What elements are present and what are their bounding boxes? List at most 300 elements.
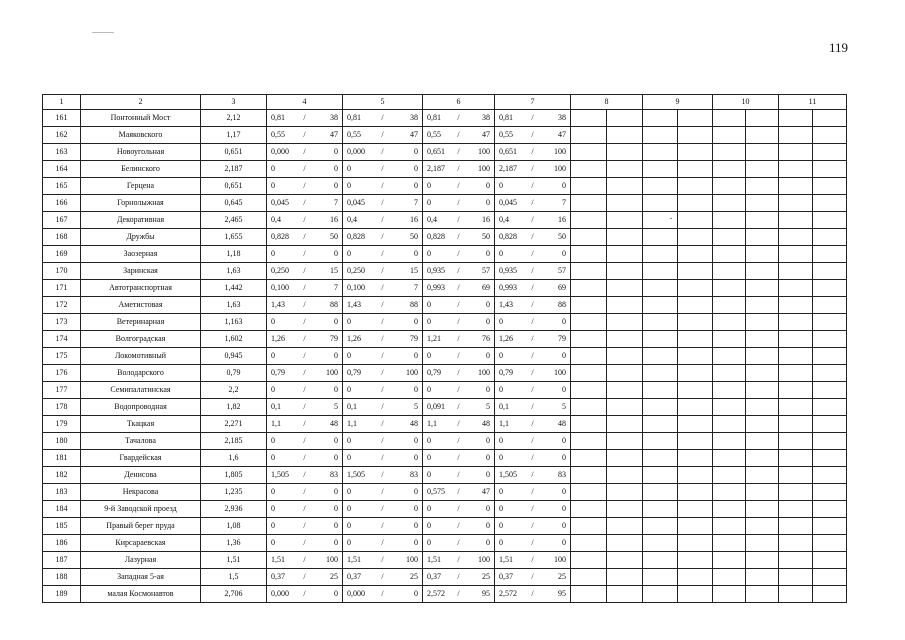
empty-subcell <box>606 280 642 296</box>
value-right: 83 <box>329 470 338 479</box>
empty-subcell <box>713 501 745 517</box>
value-pair-cell <box>423 365 495 382</box>
slash-separator: / <box>381 317 384 326</box>
empty-subcell <box>745 331 778 347</box>
value-left: 0,37 <box>499 572 513 581</box>
empty-subcell <box>745 535 778 551</box>
value-left: 0,045 <box>271 198 289 207</box>
value-right: 83 <box>557 470 566 479</box>
value-left: 0,250 <box>271 266 289 275</box>
empty-cell-col-8 <box>571 297 643 314</box>
empty-subcell <box>677 263 712 279</box>
empty-cell-col-10 <box>713 297 779 314</box>
empty-subcell <box>571 518 606 534</box>
value-left: 0,4 <box>271 215 281 224</box>
value-right: 25 <box>409 572 418 581</box>
empty-subcell <box>745 280 778 296</box>
value-left: 0 <box>347 487 351 496</box>
empty-subcell <box>643 518 677 534</box>
empty-subcell <box>643 297 677 313</box>
empty-split <box>713 569 778 585</box>
empty-subcell <box>745 586 778 602</box>
empty-cell-col-11 <box>779 467 847 484</box>
value-right: 0 <box>333 249 338 258</box>
empty-subcell <box>779 450 812 466</box>
empty-cell-col-8 <box>571 212 643 229</box>
value-pair <box>267 518 342 534</box>
value-pair <box>423 297 494 313</box>
value-right: 0 <box>485 317 490 326</box>
value-right: 100 <box>405 555 418 564</box>
empty-split <box>713 382 778 398</box>
empty-split <box>713 229 778 245</box>
value-pair <box>343 450 422 466</box>
slash-separator: / <box>303 283 306 292</box>
slash-separator: / <box>303 589 306 598</box>
value-left: 1,26 <box>347 334 361 343</box>
length-cell: 1,17 <box>201 127 267 144</box>
value-pair-cell <box>423 552 495 569</box>
empty-cell-col-10 <box>713 195 779 212</box>
empty-subcell <box>745 518 778 534</box>
value-left: 1,26 <box>499 334 513 343</box>
value-pair-cell <box>343 263 423 280</box>
value-pair-cell <box>495 399 571 416</box>
empty-split <box>571 518 642 534</box>
value-right: 100 <box>477 555 490 564</box>
empty-split <box>713 110 778 126</box>
empty-split <box>713 399 778 415</box>
value-pair-cell <box>343 552 423 569</box>
value-pair-cell <box>423 399 495 416</box>
slash-separator: / <box>457 198 460 207</box>
value-left: 0 <box>427 351 431 360</box>
value-pair-cell <box>423 195 495 212</box>
value-pair-cell <box>495 331 571 348</box>
empty-cell-col-10 <box>713 365 779 382</box>
length-cell: 0,645 <box>201 195 267 212</box>
value-pair-cell <box>343 144 423 161</box>
value-pair <box>343 586 422 602</box>
value-pair-cell <box>495 280 571 297</box>
value-left: 0 <box>499 181 503 190</box>
empty-split <box>779 518 846 534</box>
value-left: 0 <box>499 504 503 513</box>
empty-subcell <box>606 178 642 194</box>
empty-split <box>713 552 778 568</box>
slash-separator: / <box>303 419 306 428</box>
value-right: 5 <box>561 402 566 411</box>
empty-split <box>713 484 778 500</box>
empty-cell-col-9 <box>643 365 713 382</box>
header-cell: 2 <box>81 95 201 110</box>
length-cell: 2,936 <box>201 501 267 518</box>
empty-split <box>779 127 846 143</box>
empty-split <box>643 195 712 211</box>
value-pair-cell <box>423 110 495 127</box>
empty-subcell <box>779 314 812 330</box>
value-pair <box>423 416 494 432</box>
empty-split <box>571 161 642 177</box>
empty-subcell <box>745 297 778 313</box>
value-pair-cell <box>267 314 343 331</box>
value-left: 1,51 <box>499 555 513 564</box>
value-pair-cell <box>423 501 495 518</box>
empty-subcell <box>713 569 745 585</box>
empty-subcell <box>812 348 846 364</box>
slash-separator: / <box>381 453 384 462</box>
value-pair-cell <box>423 484 495 501</box>
empty-cell-col-10 <box>713 569 779 586</box>
empty-subcell <box>745 348 778 364</box>
empty-split <box>571 348 642 364</box>
table-row <box>43 127 847 144</box>
value-pair-cell <box>423 433 495 450</box>
empty-split <box>779 399 846 415</box>
table-row <box>43 586 847 603</box>
empty-subcell <box>677 535 712 551</box>
empty-cell-col-9 <box>643 467 713 484</box>
empty-subcell <box>779 229 812 245</box>
value-pair <box>495 263 570 279</box>
empty-split <box>713 586 778 602</box>
value-left: 2,572 <box>427 589 445 598</box>
value-pair <box>423 467 494 483</box>
value-pair <box>267 586 342 602</box>
empty-split <box>779 416 846 432</box>
empty-cell-col-9 <box>643 297 713 314</box>
value-pair-cell <box>267 297 343 314</box>
slash-separator: / <box>531 453 534 462</box>
value-left: 1,1 <box>427 419 437 428</box>
value-left: 0 <box>347 521 351 530</box>
value-pair <box>495 365 570 381</box>
empty-split <box>643 467 712 483</box>
empty-subcell <box>745 110 778 126</box>
value-left: 0,575 <box>427 487 445 496</box>
value-pair-cell <box>343 450 423 467</box>
empty-subcell <box>677 212 712 228</box>
empty-subcell <box>606 127 642 143</box>
value-left: 0 <box>271 436 275 445</box>
slash-separator: / <box>303 521 306 530</box>
empty-cell-col-11 <box>779 365 847 382</box>
empty-cell-col-11 <box>779 586 847 603</box>
empty-subcell <box>677 518 712 534</box>
value-right: 0 <box>413 164 418 173</box>
empty-split <box>713 365 778 381</box>
table-row <box>43 297 847 314</box>
empty-subcell <box>812 552 846 568</box>
table-row <box>43 280 847 297</box>
slash-separator: / <box>457 181 460 190</box>
value-pair <box>495 127 570 143</box>
value-pair <box>423 484 494 500</box>
value-right: 0 <box>413 453 418 462</box>
road-table <box>42 94 847 603</box>
empty-cell-col-9 <box>643 484 713 501</box>
value-pair-cell <box>423 348 495 365</box>
empty-cell-col-8 <box>571 586 643 603</box>
empty-split <box>643 144 712 160</box>
slash-separator: / <box>457 130 460 139</box>
slash-separator: / <box>381 198 384 207</box>
empty-cell-col-11 <box>779 552 847 569</box>
value-pair-cell <box>267 382 343 399</box>
empty-cell-col-10 <box>713 229 779 246</box>
value-pair <box>495 433 570 449</box>
length-cell: 1,163 <box>201 314 267 331</box>
empty-cell-col-11 <box>779 297 847 314</box>
empty-subcell <box>677 229 712 245</box>
value-right: 0 <box>561 181 566 190</box>
value-right: 0 <box>561 521 566 530</box>
value-pair-cell <box>267 144 343 161</box>
empty-split <box>643 365 712 381</box>
street-name-cell: Декоративная <box>81 212 201 229</box>
value-left: 0 <box>271 249 275 258</box>
value-right: 0 <box>485 521 490 530</box>
empty-split <box>779 297 846 313</box>
slash-separator: / <box>303 351 306 360</box>
value-left: 0,1 <box>271 402 281 411</box>
slash-separator: / <box>303 181 306 190</box>
value-right: 5 <box>333 402 338 411</box>
empty-subcell <box>713 552 745 568</box>
empty-subcell <box>745 484 778 500</box>
empty-subcell <box>745 433 778 449</box>
value-right: 0 <box>561 249 566 258</box>
empty-subcell <box>779 382 812 398</box>
value-right: 7 <box>413 198 418 207</box>
slash-separator: / <box>457 266 460 275</box>
value-pair-cell <box>423 450 495 467</box>
empty-split <box>643 535 712 551</box>
empty-subcell <box>571 212 606 228</box>
value-left: 0 <box>347 181 351 190</box>
empty-subcell <box>677 297 712 313</box>
scan-mark <box>92 32 114 33</box>
empty-subcell <box>677 314 712 330</box>
value-pair <box>423 246 494 262</box>
value-pair <box>267 195 342 211</box>
slash-separator: / <box>381 470 384 479</box>
empty-split <box>779 382 846 398</box>
row-number-cell: 173 <box>43 314 81 331</box>
empty-cell-col-9 <box>643 212 713 229</box>
empty-subcell <box>713 229 745 245</box>
length-cell: 1,655 <box>201 229 267 246</box>
empty-subcell <box>713 144 745 160</box>
empty-subcell <box>606 569 642 585</box>
empty-split <box>643 314 712 330</box>
empty-subcell <box>713 263 745 279</box>
table-row <box>43 535 847 552</box>
street-name-cell: Герцена <box>81 178 201 195</box>
empty-split <box>643 552 712 568</box>
street-name-cell: Заозерная <box>81 246 201 263</box>
value-pair <box>423 552 494 568</box>
row-number-cell: 185 <box>43 518 81 535</box>
empty-subcell <box>571 127 606 143</box>
empty-cell-col-10 <box>713 314 779 331</box>
row-number-cell: 176 <box>43 365 81 382</box>
empty-subcell <box>779 195 812 211</box>
empty-subcell <box>606 110 642 126</box>
value-right: 0 <box>413 385 418 394</box>
value-right: 38 <box>557 113 566 122</box>
value-left: 0 <box>499 487 503 496</box>
empty-subcell <box>713 382 745 398</box>
value-pair <box>343 178 422 194</box>
empty-cell-col-8 <box>571 144 643 161</box>
value-pair-cell <box>267 569 343 586</box>
row-number-cell: 183 <box>43 484 81 501</box>
empty-subcell <box>643 229 677 245</box>
empty-split <box>779 433 846 449</box>
value-right: 69 <box>557 283 566 292</box>
slash-separator: / <box>457 215 460 224</box>
length-cell: 2,187 <box>201 161 267 178</box>
street-name-cell: Понтонный Мост <box>81 110 201 127</box>
empty-cell-col-9 <box>643 450 713 467</box>
empty-subcell <box>812 450 846 466</box>
empty-cell-col-10 <box>713 246 779 263</box>
value-right: 47 <box>409 130 418 139</box>
empty-subcell <box>571 450 606 466</box>
header-cell: 7 <box>495 95 571 110</box>
header-cell: 3 <box>201 95 267 110</box>
empty-subcell <box>812 110 846 126</box>
header-cell: 9 <box>643 95 713 110</box>
empty-subcell <box>779 416 812 432</box>
value-left: 0,828 <box>271 232 289 241</box>
table-row <box>43 433 847 450</box>
value-left: 0,81 <box>499 113 513 122</box>
empty-subcell <box>779 433 812 449</box>
value-pair-cell <box>343 416 423 433</box>
value-pair-cell <box>267 416 343 433</box>
empty-subcell <box>677 484 712 500</box>
value-left: 2,572 <box>499 589 517 598</box>
slash-separator: / <box>457 300 460 309</box>
empty-subcell <box>779 161 812 177</box>
empty-split <box>571 382 642 398</box>
empty-split <box>643 110 712 126</box>
empty-split <box>643 450 712 466</box>
slash-separator: / <box>381 436 384 445</box>
empty-subcell <box>643 399 677 415</box>
value-pair <box>267 314 342 330</box>
empty-cell-col-9 <box>643 161 713 178</box>
value-left: 0,651 <box>499 147 517 156</box>
value-pair <box>343 110 422 126</box>
empty-split <box>779 586 846 602</box>
value-pair <box>343 484 422 500</box>
empty-split <box>571 212 642 228</box>
value-left: 0 <box>427 504 431 513</box>
empty-subcell <box>779 365 812 381</box>
value-pair <box>423 365 494 381</box>
value-pair <box>267 348 342 364</box>
value-right: 25 <box>481 572 490 581</box>
slash-separator: / <box>381 334 384 343</box>
empty-cell-col-8 <box>571 467 643 484</box>
slash-separator: / <box>303 334 306 343</box>
empty-subcell <box>713 348 745 364</box>
row-number-cell: 166 <box>43 195 81 212</box>
slash-separator: / <box>457 334 460 343</box>
value-pair-cell <box>343 382 423 399</box>
empty-subcell <box>713 416 745 432</box>
value-pair-cell <box>423 416 495 433</box>
empty-subcell <box>571 297 606 313</box>
empty-split <box>571 586 642 602</box>
value-pair <box>423 314 494 330</box>
empty-split <box>713 518 778 534</box>
empty-cell-col-8 <box>571 416 643 433</box>
value-pair-cell <box>423 586 495 603</box>
empty-subcell <box>677 501 712 517</box>
empty-subcell <box>571 586 606 602</box>
value-right: 0 <box>413 436 418 445</box>
value-pair <box>267 552 342 568</box>
row-number-cell: 181 <box>43 450 81 467</box>
empty-subcell <box>643 450 677 466</box>
empty-cell-col-8 <box>571 501 643 518</box>
empty-subcell <box>713 331 745 347</box>
empty-subcell <box>606 263 642 279</box>
value-pair <box>343 246 422 262</box>
value-pair <box>343 518 422 534</box>
empty-split <box>713 314 778 330</box>
value-left: 0 <box>499 453 503 462</box>
empty-cell-col-8 <box>571 110 643 127</box>
value-right: 7 <box>413 283 418 292</box>
value-left: 0 <box>427 436 431 445</box>
empty-cell-col-11 <box>779 484 847 501</box>
empty-split <box>571 127 642 143</box>
empty-subcell <box>713 127 745 143</box>
empty-split <box>571 195 642 211</box>
empty-cell-col-10 <box>713 212 779 229</box>
slash-separator: / <box>303 130 306 139</box>
empty-subcell <box>677 552 712 568</box>
value-right: 47 <box>329 130 338 139</box>
value-pair-cell <box>267 212 343 229</box>
empty-split <box>643 127 712 143</box>
value-right: 16 <box>557 215 566 224</box>
street-name-cell: Горнолыжная <box>81 195 201 212</box>
value-pair-cell <box>343 229 423 246</box>
slash-separator: / <box>381 555 384 564</box>
empty-subcell <box>713 450 745 466</box>
value-pair-cell <box>343 246 423 263</box>
value-pair <box>495 467 570 483</box>
value-right: 16 <box>409 215 418 224</box>
value-pair-cell <box>267 450 343 467</box>
empty-split <box>571 535 642 551</box>
empty-subcell <box>779 518 812 534</box>
empty-cell-col-8 <box>571 450 643 467</box>
value-pair-cell <box>343 501 423 518</box>
slash-separator: / <box>531 232 534 241</box>
value-left: 0,55 <box>271 130 285 139</box>
empty-cell-col-9 <box>643 586 713 603</box>
empty-split <box>713 144 778 160</box>
slash-separator: / <box>531 436 534 445</box>
empty-subcell <box>745 263 778 279</box>
